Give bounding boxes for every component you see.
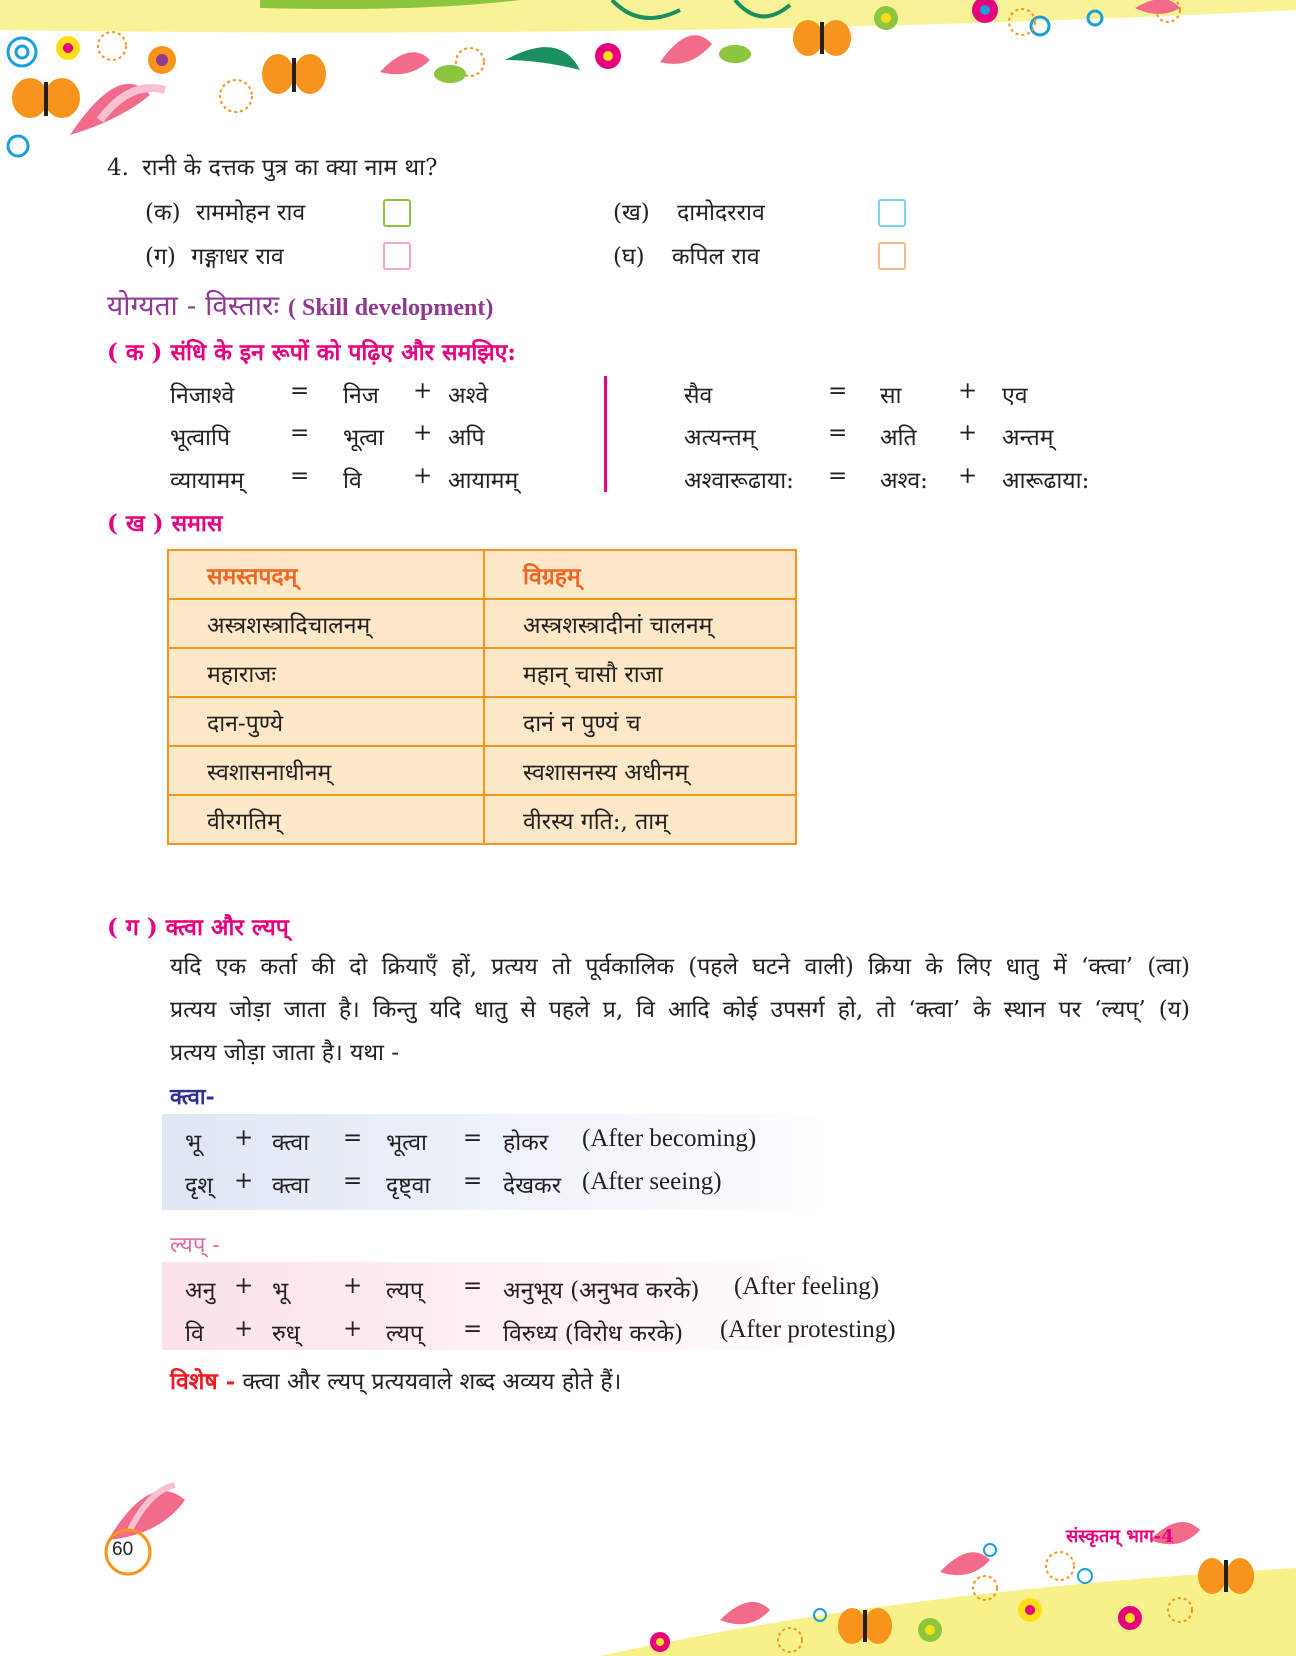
- samasa-table: [167, 549, 797, 845]
- sandhi-word: अश्वारूढाया:: [684, 468, 794, 494]
- table-cell: वीरस्य गति:, ताम्: [484, 795, 796, 844]
- sandhi-part-b: अन्तम्: [1002, 425, 1054, 451]
- example-english: (After protesting): [720, 1316, 896, 1343]
- sandhi-word: सैव: [684, 383, 713, 409]
- note-text: क्त्वा और ल्यप् प्रत्ययवाले शब्द अव्यय होते हैं।: [242, 1369, 622, 1395]
- sandhi-part-a: अति: [880, 425, 917, 451]
- example-suffix: क्त्वा: [272, 1130, 310, 1156]
- option-marker: (ख): [613, 200, 650, 226]
- page-number: 60: [112, 1539, 134, 1560]
- example-plus: +: [234, 1273, 254, 1299]
- example-english: (After becoming): [582, 1125, 757, 1152]
- table-row: [168, 648, 796, 697]
- example-root: रुध्: [272, 1321, 300, 1347]
- sandhi-part-b: आयामम्: [448, 468, 519, 494]
- footer-decoration: [0, 1480, 1296, 1656]
- option-gha[interactable]: [613, 244, 760, 272]
- sandhi-plus: +: [958, 420, 978, 446]
- example-plus: +: [234, 1316, 254, 1342]
- option-label: राममोहन राव: [195, 200, 306, 226]
- sandhi-part-b: अश्वे: [448, 383, 489, 409]
- sandhi-part-a: सा: [880, 383, 902, 409]
- example-meaning: देखकर: [503, 1173, 562, 1199]
- skill-heading-english: ( Skill development): [288, 295, 494, 321]
- example-equals: =: [343, 1125, 363, 1151]
- example-form: दृष्ट्वा: [386, 1173, 431, 1199]
- option-label: कपिल राव: [671, 244, 760, 270]
- sandhi-part-b: आरूढाया:: [1002, 468, 1090, 494]
- option-kha-checkbox[interactable]: [878, 199, 906, 227]
- samasa-heading: ( ख ) समास: [107, 510, 223, 537]
- example-equals: =: [463, 1168, 483, 1194]
- example-form: विरुध्य (विरोध करके): [503, 1321, 684, 1347]
- sandhi-plus: +: [958, 378, 978, 404]
- option-kha[interactable]: [613, 200, 765, 228]
- example-root: भू: [185, 1130, 202, 1156]
- sandhi-part-b: अपि: [448, 425, 485, 451]
- option-ka-checkbox[interactable]: [383, 199, 411, 227]
- sandhi-equals: =: [290, 378, 310, 404]
- sandhi-equals: =: [828, 463, 848, 489]
- ktva-label: क्त्वा-: [170, 1084, 215, 1110]
- sandhi-equals: =: [290, 463, 310, 489]
- table-row: [168, 599, 796, 648]
- header-decoration: [0, 0, 1296, 170]
- option-marker: (ग): [145, 244, 176, 270]
- example-root: दृश्: [185, 1173, 213, 1199]
- example-form: अनुभूय (अनुभव करके): [503, 1278, 700, 1304]
- example-suffix: ल्यप्: [386, 1278, 423, 1304]
- ktva-para-line-3: प्रत्यय जोड़ा जाता है। यथा -: [170, 1040, 400, 1066]
- section-heading-skill: [107, 286, 493, 324]
- option-ka[interactable]: [145, 200, 305, 228]
- ktva-heading: ( ग ) क्त्वा और ल्यप्: [107, 914, 289, 941]
- example-english: (After feeling): [734, 1273, 880, 1300]
- sandhi-divider: [604, 376, 607, 492]
- question-text: [107, 155, 437, 183]
- sandhi-plus: +: [413, 420, 433, 446]
- note: [170, 1368, 621, 1397]
- table-cell: स्वशासनस्य अधीनम्: [484, 746, 796, 795]
- table-header-row: [168, 550, 796, 599]
- sandhi-plus: +: [413, 378, 433, 404]
- sandhi-word: अत्यन्तम्: [684, 425, 756, 451]
- example-prefix: अनु: [185, 1278, 216, 1304]
- example-equals: =: [343, 1168, 363, 1194]
- sandhi-heading: ( क ) संधि के इन रूपों को पढ़िए और समझिए:: [107, 339, 516, 366]
- example-english: (After seeing): [582, 1168, 722, 1195]
- table-cell: अस्त्रशस्त्रादीनां चालनम्: [484, 599, 796, 648]
- example-meaning: होकर: [503, 1130, 549, 1156]
- option-gha-checkbox[interactable]: [878, 242, 906, 270]
- option-ga-checkbox[interactable]: [383, 242, 411, 270]
- example-suffix: ल्यप्: [386, 1321, 423, 1347]
- table-header-cell: विग्रहम्: [484, 550, 796, 599]
- sandhi-part-a: भूत्वा: [343, 425, 385, 451]
- option-label: गङ्गाधर राव: [191, 244, 284, 270]
- lyap-label: ल्यप् -: [170, 1233, 220, 1258]
- example-suffix: क्त्वा: [272, 1173, 310, 1199]
- example-plus: +: [343, 1273, 363, 1299]
- example-prefix: वि: [185, 1321, 204, 1347]
- ktva-para-line-1: यदि एक कर्ता की दो क्रियाएँ हों, प्रत्यय तो पूर्वकालिक (पहले घटने वाली) क्रिया के लिए धातु में ‘क्त्वा’ (त्वा): [170, 954, 1190, 980]
- sandhi-equals: =: [828, 420, 848, 446]
- table-cell: अस्त्रशस्त्रादिचालनम्: [168, 599, 484, 648]
- option-label: दामोदरराव: [677, 200, 765, 226]
- sandhi-part-b: एव: [1002, 383, 1028, 409]
- sandhi-equals: =: [828, 378, 848, 404]
- sandhi-plus: +: [413, 463, 433, 489]
- table-row: [168, 795, 796, 844]
- table-cell: स्वशासनाधीनम्: [168, 746, 484, 795]
- example-equals: =: [463, 1273, 483, 1299]
- ktva-para-line-2: प्रत्यय जोड़ा जाता है। किन्तु यदि धातु से पहले प्र, वि आदि कोई उपसर्ग हो, तो ‘क्त्वा’ के स्थान पर ‘ल्यप्’ (य): [170, 997, 1190, 1023]
- skill-heading-hindi: योग्यता - विस्तारः: [107, 289, 280, 322]
- sandhi-word: निजाश्वे: [170, 383, 235, 409]
- example-equals: =: [463, 1316, 483, 1342]
- option-marker: (क): [145, 200, 181, 226]
- sandhi-word: व्यायामम्: [170, 468, 244, 494]
- note-label: विशेष -: [170, 1368, 236, 1395]
- example-root: भू: [272, 1278, 289, 1304]
- question-label: रानी के दत्तक पुत्र का क्या नाम था?: [142, 155, 438, 181]
- table-cell: महाराजः: [168, 648, 484, 697]
- option-ga[interactable]: [145, 244, 284, 272]
- option-marker: (घ): [613, 244, 645, 270]
- sandhi-equals: =: [290, 420, 310, 446]
- table-cell: दानं न पुण्यं च: [484, 697, 796, 746]
- table-row: [168, 697, 796, 746]
- question-number: 4.: [107, 155, 129, 181]
- sandhi-part-a: निज: [343, 383, 379, 409]
- sandhi-word: भूत्वापि: [170, 425, 231, 451]
- example-equals: =: [463, 1125, 483, 1151]
- book-title: संस्कृतम् भाग-4: [1066, 1526, 1174, 1547]
- sandhi-part-a: अश्व:: [880, 468, 928, 494]
- example-plus: +: [234, 1168, 254, 1194]
- sandhi-plus: +: [958, 463, 978, 489]
- example-form: भूत्वा: [386, 1130, 428, 1156]
- table-row: [168, 746, 796, 795]
- example-plus: +: [234, 1125, 254, 1151]
- table-cell: महान् चासौ राजा: [484, 648, 796, 697]
- example-plus: +: [343, 1316, 363, 1342]
- table-cell: वीरगतिम्: [168, 795, 484, 844]
- sandhi-part-a: वि: [343, 468, 362, 494]
- table-cell: दान-पुण्ये: [168, 697, 484, 746]
- table-header-cell: समस्तपदम्: [168, 550, 484, 599]
